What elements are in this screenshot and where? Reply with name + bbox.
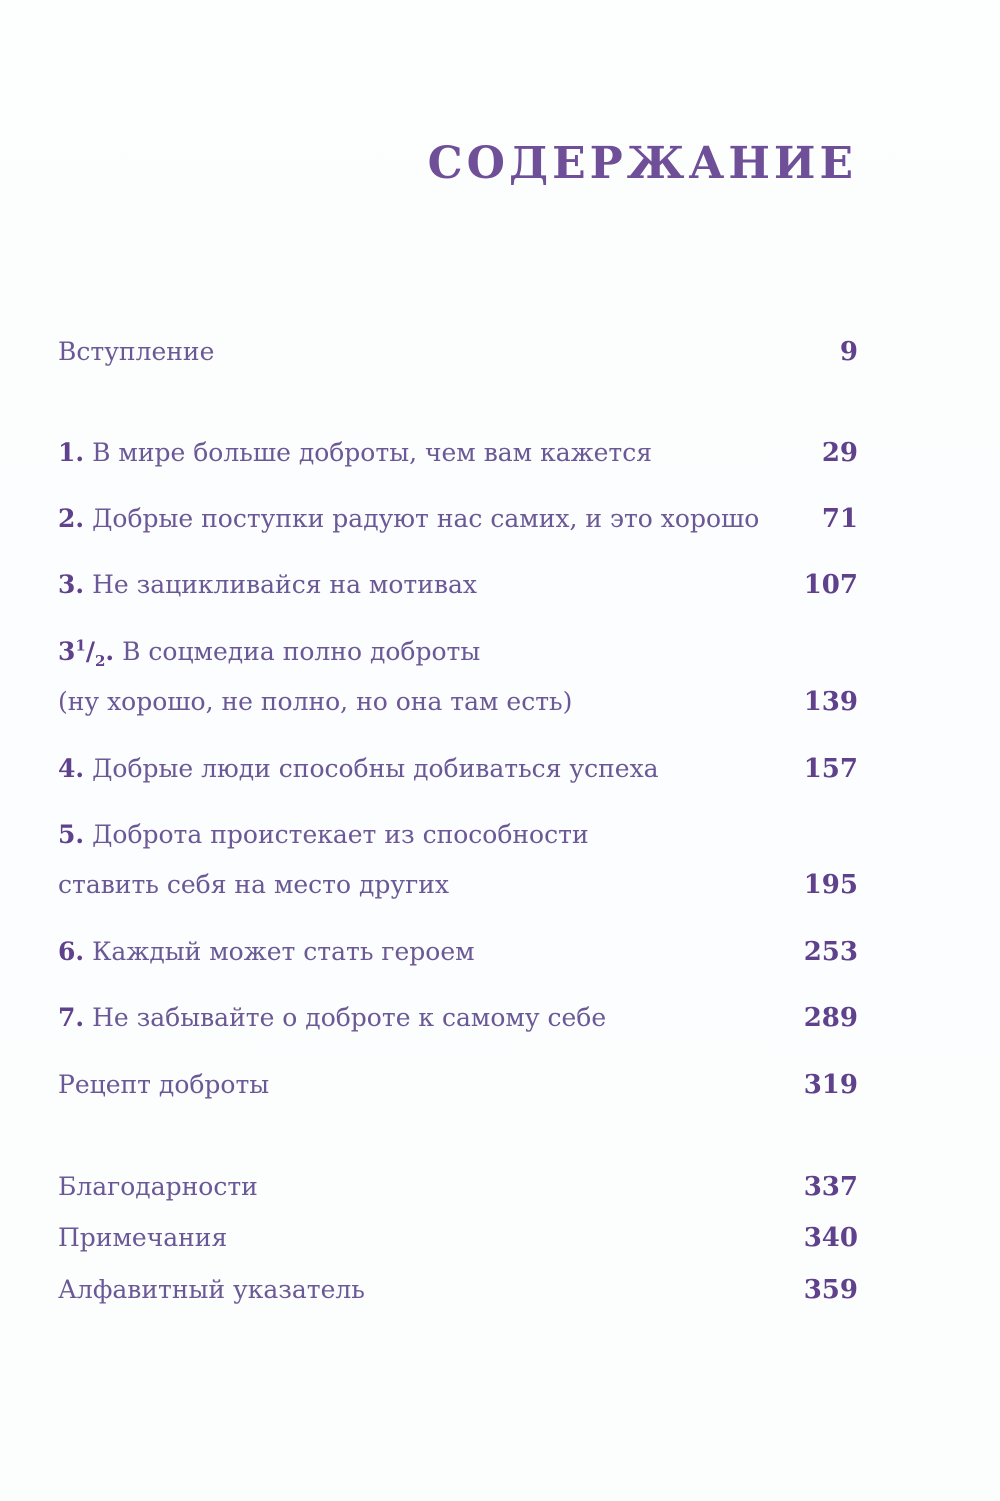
toc-entry-number: 1.: [58, 438, 85, 467]
toc-entry-title: Алфавитный указатель: [58, 1275, 365, 1304]
toc-entry-page: 107: [803, 570, 858, 600]
toc-entry-title: Не зацикливайся на мотивах: [92, 570, 477, 599]
toc-entry-title-line1: В соцмедиа полно доброты: [122, 637, 481, 666]
toc-entry-title: Благодарности: [58, 1172, 258, 1201]
toc-entry-number: 6.: [58, 937, 85, 966]
toc-entry-number: 3.: [58, 570, 85, 599]
toc-entry-title-line2: ставить себя на место других: [58, 870, 449, 899]
toc-entry-page: 359: [803, 1275, 858, 1305]
toc-entry-title: Вступление: [58, 337, 215, 366]
toc-entry-title: Рецепт доброты: [58, 1070, 270, 1099]
toc-entry-title-line2: (ну хорошо, не полно, но она там есть): [58, 687, 573, 716]
toc-entry-number: 7.: [58, 1003, 85, 1032]
toc-entry-title: В мире больше доброты, чем вам кажется: [92, 438, 652, 467]
toc-entry-title-line1: Доброта проистекает из способности: [92, 820, 589, 849]
toc-entry-page: 289: [803, 1003, 858, 1033]
toc-entry-page: 253: [803, 937, 858, 967]
toc-entry-page: 157: [803, 754, 858, 784]
toc-entry-chapter-4[interactable]: [58, 752, 858, 786]
toc-entry-page: 71: [821, 504, 858, 534]
toc-entry-page: 139: [803, 687, 858, 717]
toc-entry-notes[interactable]: [58, 1221, 858, 1255]
toc-entry-title: Не забывайте о доброте к самому себе: [92, 1003, 607, 1032]
toc-entry-page: 340: [803, 1223, 858, 1253]
page-title: СОДЕРЖАНИЕ: [427, 138, 857, 189]
toc-entry-chapter-3[interactable]: [58, 568, 858, 602]
toc-entry-page: 29: [821, 438, 858, 468]
toc-entry-page: 319: [803, 1070, 858, 1100]
toc-entry-recipe[interactable]: [58, 1068, 858, 1102]
toc-entry-page: 195: [803, 870, 858, 900]
toc-entry-number: 5.: [58, 820, 85, 849]
toc-entry-title: Добрые люди способны добиваться успеха: [92, 754, 659, 783]
toc-entry-chapter-3-half[interactable]: [58, 635, 858, 719]
toc-entry-title: Примечания: [58, 1223, 228, 1252]
toc-entry-page: 337: [803, 1172, 858, 1202]
toc-entry-number: $3^1/_2$.: [58, 636, 115, 670]
toc-entry-number: 4.: [58, 754, 85, 783]
toc-entry-number: 2.: [58, 504, 85, 533]
toc-entry-title: Каждый может стать героем: [92, 937, 475, 966]
toc-entry-page: 9: [839, 337, 858, 367]
toc-entry-index[interactable]: [58, 1273, 858, 1307]
toc-entry-chapter-6[interactable]: [58, 935, 858, 969]
toc-entry-acknowledgements[interactable]: [58, 1170, 858, 1204]
toc-entry-chapter-2[interactable]: [58, 502, 858, 536]
toc-entry-chapter-7[interactable]: [58, 1001, 858, 1035]
toc-entry-chapter-1[interactable]: [58, 436, 858, 470]
toc-entry-title: Добрые поступки радуют нас самих, и это хорошо: [92, 504, 760, 533]
toc-entry-chapter-5[interactable]: [58, 818, 858, 902]
toc-entry-intro[interactable]: [58, 335, 858, 369]
